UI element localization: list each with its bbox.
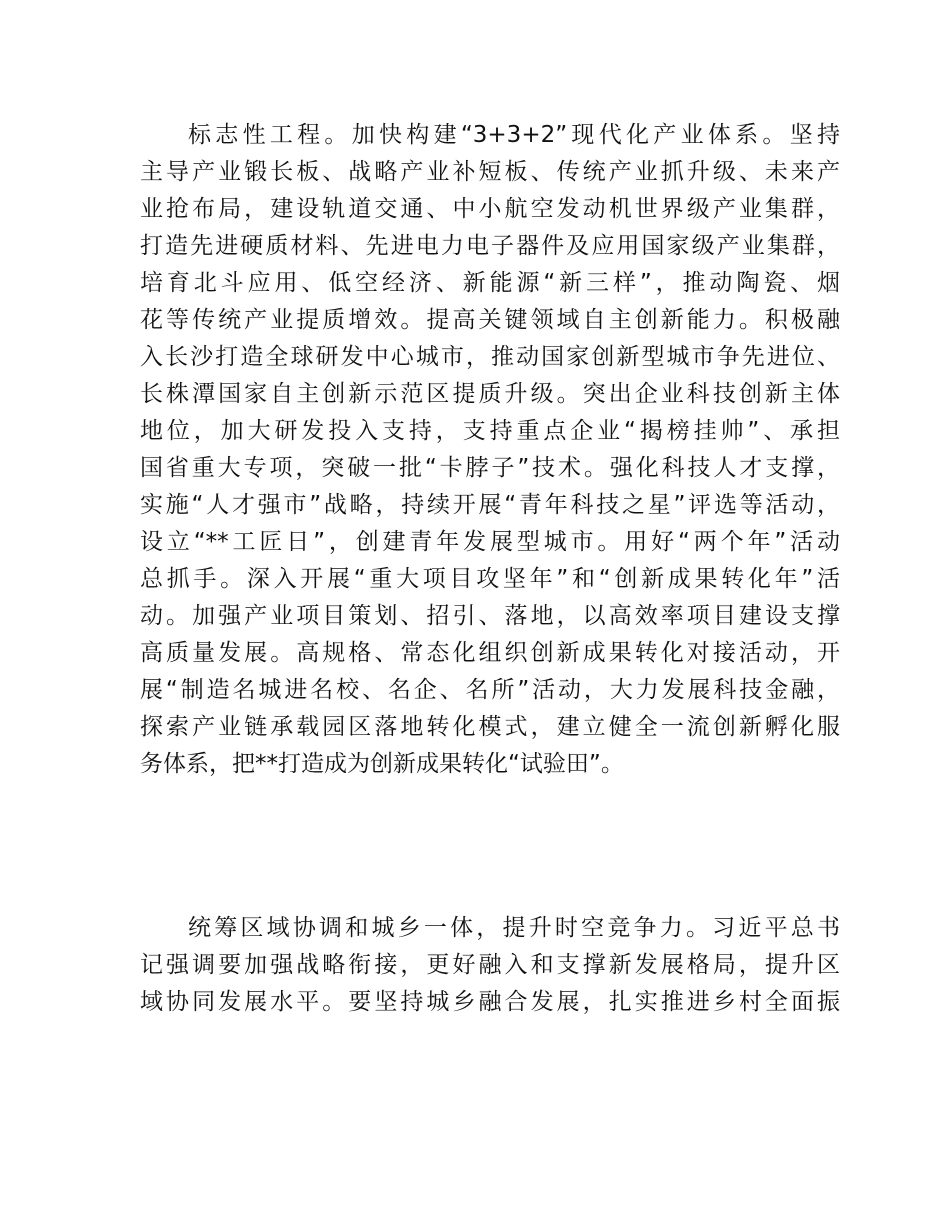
text-line: 实施“人才强市”战略，持续开展“青年科技之星”评选等活动， <box>140 492 840 518</box>
text-line: 记强调要加强战略衔接，更好融入和支撑新发展格局，提升区 <box>140 952 840 978</box>
text-line: 务体系，把**打造成为创新成果转化“试验田”。 <box>140 751 624 777</box>
text-line: 花等传统产业提质增效。提高关键领域自主创新能力。积极融 <box>140 307 840 333</box>
text-line: 国省重大专项，突破一批“卡脖子”技术。强化科技人才支撑， <box>140 455 840 481</box>
text-line: 动。加强产业项目策划、招引、落地，以高效率项目建设支撑 <box>140 603 840 629</box>
text-line: 业抢布局，建设轨道交通、中小航空发动机世界级产业集群， <box>140 196 840 222</box>
text-line: 长株潭国家自主创新示范区提质升级。突出企业科技创新主体 <box>140 381 840 407</box>
text-line: 地位，加大研发投入支持，支持重点企业“揭榜挂帅”、承担 <box>140 418 840 444</box>
text-line: 标志性工程。加快构建“3+3+2”现代化产业体系。坚持 <box>188 122 840 148</box>
text-line: 打造先进硬质材料、先进电力电子器件及应用国家级产业集群， <box>140 233 840 259</box>
text-line: 设立“**工匠日”，创建青年发展型城市。用好“两个年”活动 <box>140 529 840 555</box>
text-line: 高质量发展。高规格、常态化组织创新成果转化对接活动，开 <box>140 640 840 666</box>
text-line: 总抓手。深入开展“重大项目攻坚年”和“创新成果转化年”活 <box>140 566 840 592</box>
paragraph-industry-innovation <box>140 117 840 783</box>
text-line: 主导产业锻长板、战略产业补短板、传统产业抓升级、未来产 <box>140 159 840 185</box>
text-line: 入长沙打造全球研发中心城市，推动国家创新型城市争先进位、 <box>140 344 840 370</box>
text-line: 探索产业链承载园区落地转化模式，建立健全一流创新孵化服 <box>140 714 840 740</box>
text-line: 统筹区域协调和城乡一体，提升时空竞争力。习近平总书 <box>188 915 840 941</box>
text-line: 展“制造名城进名校、名企、名所”活动，大力发展科技金融， <box>140 677 840 703</box>
paragraph-regional-coordination <box>140 910 840 1021</box>
text-line: 培育北斗应用、低空经济、新能源“新三样”，推动陶瓷、烟 <box>140 270 840 296</box>
text-line: 域协同发展水平。要坚持城乡融合发展，扎实推进乡村全面振 <box>140 989 840 1015</box>
